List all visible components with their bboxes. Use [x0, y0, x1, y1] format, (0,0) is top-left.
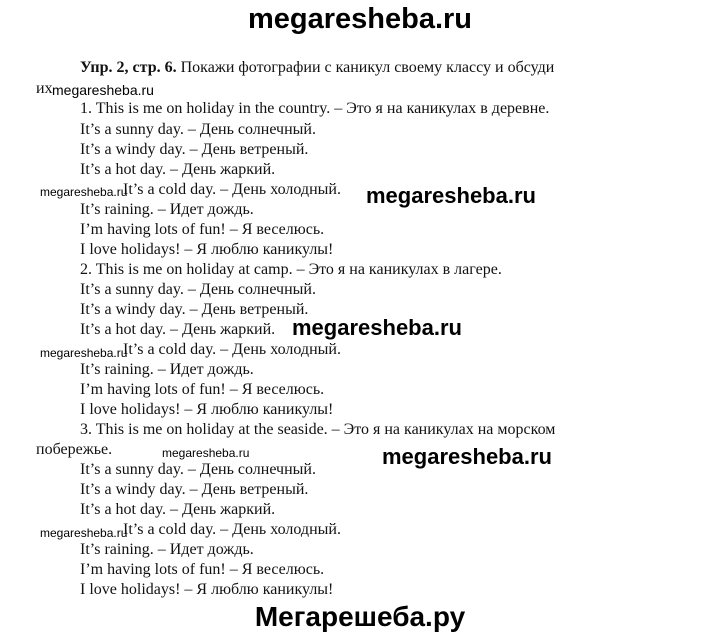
section-line: I love holidays! – Я люблю каникулы! [80, 581, 334, 598]
top-watermark: megaresheba.ru [247, 3, 473, 35]
section-line: I’m having lots of fun! – Я веселюсь. [80, 561, 325, 578]
section-line: It’s raining. – Идет дождь. [80, 361, 254, 378]
section-line: I’m having lots of fun! – Я веселюсь. [80, 381, 325, 398]
section-line: It’s a cold day. – День холодный. [123, 181, 341, 198]
section-line: It’s a cold day. – День холодный. [123, 341, 341, 358]
section-line: It’s a hot day. – День жаркий. [80, 321, 276, 338]
exercise-instruction-cont: их [36, 80, 53, 97]
section-line: I’m having lots of fun! – Я веселюсь. [80, 221, 325, 238]
section-line: It’s a cold day. – День холодный. [123, 521, 341, 538]
exercise-instruction: Покажи фотографии с каникул своему классу и обсуди [180, 59, 555, 76]
section-title: 3. This is me on holiday at the seaside. – Это я на каникулах на морском [80, 421, 556, 438]
section-title: 1. This is me on holiday in the country. – Это я на каникулах в деревне. [80, 100, 550, 117]
section-line: It’s a hot day. – День жаркий. [80, 501, 276, 518]
small-watermark: megaresheba.ru [162, 446, 250, 460]
middle-watermark: megaresheba.ru [382, 444, 552, 469]
section-title-cont: побережье. [36, 441, 113, 458]
section-line: It’s a hot day. – День жаркий. [80, 161, 276, 178]
inline-watermark: megaresheba.ru [52, 82, 154, 98]
section-line: It’s a windy day. – День ветреный. [80, 481, 309, 498]
bottom-watermark: Мегарешеба.ру [254, 601, 466, 632]
middle-watermark: megaresheba.ru [292, 315, 462, 340]
section-line: It’s raining. – Идет дождь. [80, 201, 254, 218]
section-line: It’s a sunny day. – День солнечный. [80, 461, 316, 478]
section-line: It’s a windy day. – День ветреный. [80, 301, 309, 318]
section-line: It’s a sunny day. – День солнечный. [80, 281, 316, 298]
section-line: It’s raining. – Идет дождь. [80, 541, 254, 558]
small-watermark: megaresheba.ru [40, 526, 128, 540]
section-line: I love holidays! – Я люблю каникулы! [80, 401, 334, 418]
section-title: 2. This is me on holiday at camp. – Это я на каникулах в лагере. [80, 261, 502, 278]
section-line: I love holidays! – Я люблю каникулы! [80, 241, 334, 258]
middle-watermark: megaresheba.ru [366, 183, 536, 208]
exercise-label: Упр. 2, стр. 6. [80, 59, 177, 76]
exercise-header [80, 58, 554, 78]
small-watermark: megaresheba.ru [40, 346, 128, 360]
section-line: It’s a sunny day. – День солнечный. [80, 121, 316, 138]
section-line: It’s a windy day. – День ветреный. [80, 141, 309, 158]
small-watermark: megaresheba.ru [40, 185, 128, 199]
